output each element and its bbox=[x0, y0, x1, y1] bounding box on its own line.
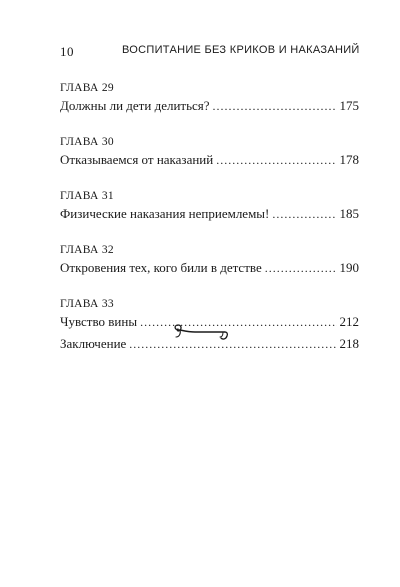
toc-group-chapter-31 bbox=[60, 182, 359, 224]
toc-entry[interactable] bbox=[60, 204, 359, 224]
toc-entry-page: 178 bbox=[339, 152, 359, 167]
toc-entry-page: 212 bbox=[339, 314, 359, 329]
toc-group-chapter-30 bbox=[60, 128, 359, 170]
page-number: 10 bbox=[60, 44, 74, 59]
toc-entry-title: Должны ли дети делиться? bbox=[60, 98, 210, 113]
toc-entry-title: Заключение bbox=[60, 336, 127, 351]
dot-leader bbox=[129, 334, 336, 354]
toc-entry-title: Отказываемся от наказаний bbox=[60, 152, 214, 167]
dot-leader bbox=[265, 258, 337, 278]
dot-leader bbox=[140, 312, 336, 332]
toc-entry-page: 185 bbox=[339, 206, 359, 221]
chapter-label: ГЛАВА 33 bbox=[60, 298, 114, 310]
toc-entry-title: Чувство вины bbox=[60, 314, 138, 329]
toc-group-chapter-32 bbox=[60, 236, 359, 278]
toc-entry[interactable] bbox=[60, 258, 359, 278]
dot-leader bbox=[272, 204, 336, 224]
toc-entry-title: Физические наказания неприемлемы! bbox=[60, 206, 270, 221]
running-header bbox=[60, 44, 360, 62]
toc-entry-page: 190 bbox=[339, 260, 359, 275]
toc-entry-page: 218 bbox=[339, 336, 359, 351]
flourish-divider-icon bbox=[173, 322, 229, 344]
toc-entry[interactable] bbox=[60, 150, 359, 170]
toc-group-chapter-29 bbox=[60, 74, 359, 116]
toc-entry-title: Откровения тех, кого били в детстве bbox=[60, 260, 262, 275]
toc-entry-page: 175 bbox=[339, 98, 359, 113]
chapter-label: ГЛАВА 30 bbox=[60, 136, 114, 148]
running-title: ВОСПИТАНИЕ БЕЗ КРИКОВ И НАКАЗАНИЙ bbox=[122, 44, 360, 56]
dot-leader bbox=[213, 96, 337, 116]
dot-leader bbox=[216, 150, 336, 170]
chapter-label: ГЛАВА 31 bbox=[60, 190, 114, 202]
chapter-label: ГЛАВА 32 bbox=[60, 244, 114, 256]
chapter-label: ГЛАВА 29 bbox=[60, 82, 114, 94]
toc-entry[interactable] bbox=[60, 96, 359, 116]
